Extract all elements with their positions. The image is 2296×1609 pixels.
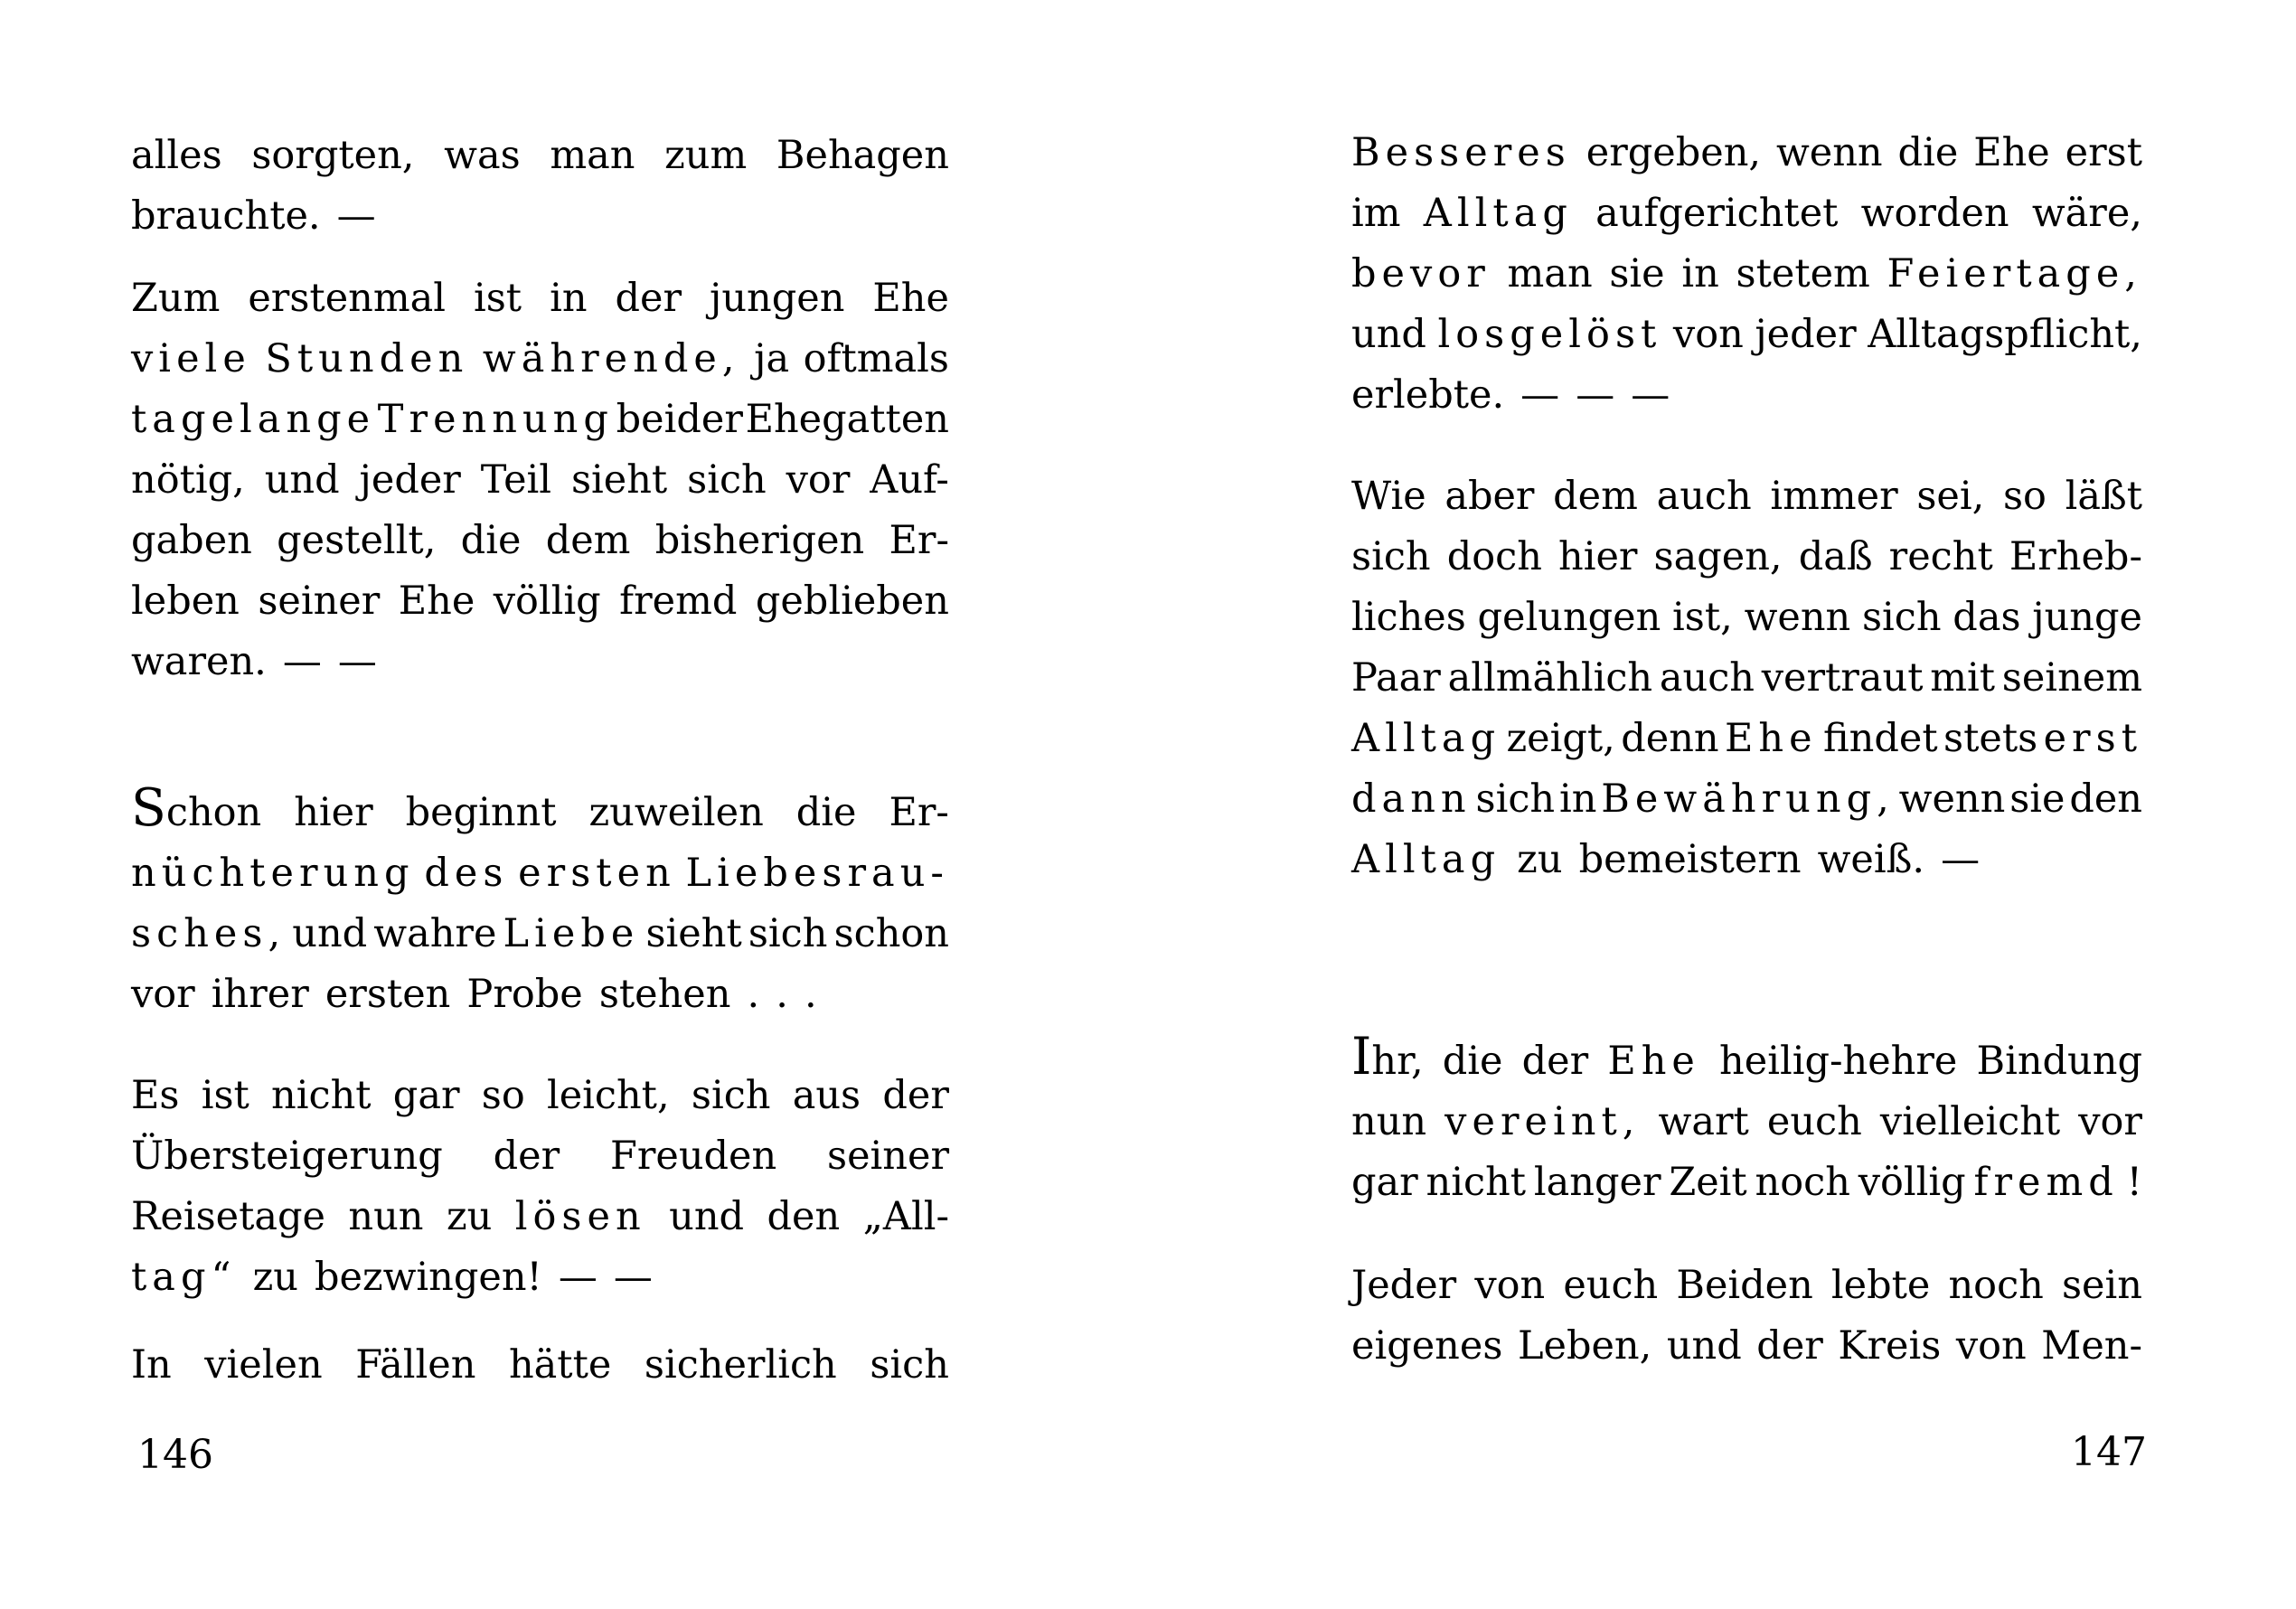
word: gar [1351, 1160, 1418, 1205]
word: auch [1659, 655, 1755, 701]
word: bezwingen! [314, 1255, 542, 1300]
word: zu [446, 1194, 493, 1239]
text-line [131, 1335, 949, 1396]
word: . [804, 972, 817, 1017]
paragraph [131, 1335, 949, 1396]
word: vor [786, 457, 851, 503]
word: Besseres [1351, 130, 1571, 175]
word: aber [1444, 474, 1535, 519]
word: erstenmal [248, 276, 446, 321]
word: gar [392, 1073, 460, 1118]
word: waren. [131, 639, 267, 684]
word: völlig [493, 579, 601, 624]
word: sie [2009, 776, 2065, 822]
word: von [1672, 312, 1744, 357]
word: Zeit [1669, 1160, 1747, 1205]
paragraph [131, 268, 949, 692]
word: jungen [710, 276, 845, 321]
word: der [1521, 1039, 1589, 1084]
word: — [1631, 372, 1670, 418]
word: noch [1755, 1160, 1850, 1205]
word: jeder [359, 457, 461, 503]
word: — [282, 639, 322, 684]
word: — [1576, 372, 1615, 418]
text-line [131, 1187, 949, 1247]
word: der [493, 1134, 560, 1179]
word: leben [131, 579, 240, 624]
word: die [1442, 1039, 1503, 1084]
text-line [1351, 769, 2142, 830]
text-line [131, 843, 949, 904]
word: nun [1351, 1099, 1427, 1144]
word: in [1681, 251, 1719, 296]
word: eigenes [1351, 1323, 1503, 1369]
word: beginnt [405, 790, 557, 835]
word: In [131, 1342, 172, 1388]
word: zu [1517, 837, 1563, 882]
text-line [131, 1066, 949, 1126]
word: der [1756, 1323, 1823, 1369]
word: Alltag [1351, 837, 1501, 882]
word: bevor [1351, 251, 1491, 296]
word: Bewährung, [1601, 776, 1895, 822]
text-line [1351, 466, 2142, 527]
page-number-left: 146 [137, 1432, 213, 1478]
word: losgelöst [1437, 312, 1662, 357]
word: — [558, 1255, 598, 1300]
word: Er- [889, 790, 949, 835]
word: lebte [1830, 1263, 1931, 1308]
word: doch [1446, 534, 1542, 579]
word: Beiden [1676, 1263, 1813, 1308]
word: mit [1930, 655, 1996, 701]
word: nötig, [131, 457, 245, 503]
text-line [131, 126, 949, 186]
word: Alltagspflicht, [1868, 312, 2142, 357]
word: Übersteigerung [131, 1134, 443, 1179]
word: die [460, 518, 522, 563]
paragraph [1351, 466, 2142, 890]
page-right-text-column [1351, 123, 2142, 1377]
word: die [795, 790, 857, 835]
page-left-text-column [131, 126, 949, 1396]
paragraph [1351, 1256, 2142, 1377]
initial-capital: S [131, 778, 166, 838]
word: Ihr, [1351, 1027, 1424, 1087]
word: Ehe [872, 276, 949, 321]
word: lösen [514, 1194, 646, 1239]
word: wart [1658, 1099, 1749, 1144]
word: recht [1888, 534, 1993, 579]
word: sein [2061, 1263, 2142, 1308]
text-line [1351, 709, 2142, 769]
word: Behagen [776, 133, 949, 178]
word: hier [294, 790, 373, 835]
word: sich [748, 911, 828, 956]
word: . [747, 972, 760, 1017]
word: nicht [271, 1073, 372, 1118]
word: man [1507, 251, 1593, 296]
word: Fällen [355, 1342, 476, 1388]
paragraph [1351, 1027, 2142, 1213]
word: läßt [2065, 474, 2142, 519]
word: und [292, 911, 368, 956]
word: auch [1656, 474, 1752, 519]
word: hier [1558, 534, 1638, 579]
word: ersten [325, 972, 451, 1017]
word: und [669, 1194, 745, 1239]
word: von [1474, 1263, 1546, 1308]
word: sie [1609, 251, 1665, 296]
word: geblieben [755, 579, 949, 624]
word: seiner [258, 579, 381, 624]
word: denn [1621, 716, 1719, 761]
word: der [615, 276, 682, 321]
word: so [481, 1073, 525, 1118]
word: heilig-hehre [1719, 1039, 1958, 1084]
text-line [131, 390, 949, 450]
word: alles [131, 133, 222, 178]
word: ist, [1672, 595, 1733, 640]
word: völlig [1858, 1160, 1966, 1205]
page-number-right: 147 [2071, 1429, 2147, 1475]
word: Freuden [609, 1134, 777, 1179]
word: oftmals [803, 336, 949, 381]
word: ergeben, [1586, 130, 1762, 175]
word: „All- [862, 1194, 949, 1239]
text-line [131, 904, 949, 964]
word: sagen, [1653, 534, 1783, 579]
word: Bindung [1976, 1039, 2142, 1084]
text-line [1351, 1092, 2142, 1153]
text-line [131, 632, 949, 692]
word: Kreis [1838, 1323, 1942, 1369]
word: zu [252, 1255, 298, 1300]
text-line [1351, 1153, 2142, 1213]
word: gelungen [1477, 595, 1661, 640]
word: der [882, 1073, 949, 1118]
word: fremd [619, 579, 738, 624]
word: Ehe [1725, 716, 1818, 761]
word: liches [1351, 595, 1466, 640]
text-line [1351, 1316, 2142, 1377]
word: — [613, 1255, 653, 1300]
initial-capital: I [1351, 1027, 1372, 1087]
text-line [131, 778, 949, 843]
text-line [1351, 1027, 2142, 1092]
text-line [1351, 830, 2142, 890]
word: wäre, [2031, 191, 2142, 236]
word: weiß. [1817, 837, 1925, 882]
word: sorgten, [251, 133, 415, 178]
word: Reisetage [131, 1194, 325, 1239]
word: worden [1860, 191, 2009, 236]
word: zum [664, 133, 748, 178]
paragraph [1351, 123, 2142, 426]
word: dem [545, 518, 631, 563]
word: — [1941, 837, 1981, 882]
word: sches, [131, 911, 287, 956]
text-line [131, 1126, 949, 1187]
word: vor [131, 972, 195, 1017]
word: euch [1766, 1099, 1862, 1144]
word: Liebesrau- [685, 851, 949, 896]
text-line [131, 1247, 949, 1308]
word: Ehe [1973, 130, 2050, 175]
text-line [1351, 305, 2142, 365]
word: Leben, [1517, 1323, 1652, 1369]
word: Probe [466, 972, 583, 1017]
word: sich [870, 1342, 949, 1388]
word: Trennung [377, 397, 614, 442]
word: Schon [131, 778, 262, 838]
word: Men- [2041, 1323, 2142, 1369]
text-line [131, 186, 949, 247]
word: in [1558, 776, 1597, 822]
word: brauchte. [131, 193, 321, 239]
word: . [776, 972, 788, 1017]
word: Zum [131, 276, 221, 321]
word: sich [687, 457, 767, 503]
text-line [131, 268, 949, 329]
word: man [550, 133, 635, 178]
word: euch [1563, 1263, 1659, 1308]
word: beider [616, 397, 743, 442]
word: vielen [204, 1342, 323, 1388]
word: erst [2043, 716, 2142, 761]
word: Ehe [398, 579, 475, 624]
word: zeigt, [1506, 716, 1615, 761]
word: im [1351, 191, 1401, 236]
word: Liebe [503, 911, 640, 956]
word: Auf- [870, 457, 949, 503]
paragraph [131, 126, 949, 247]
word: tagelange [131, 397, 376, 442]
word: gaben [131, 518, 252, 563]
word: noch [1948, 1263, 2044, 1308]
word: — [1520, 372, 1560, 418]
word: Stunden [265, 336, 469, 381]
word: nun [348, 1194, 424, 1239]
word: Es [131, 1073, 180, 1118]
word: aus [792, 1073, 861, 1118]
word: stetem [1736, 251, 1870, 296]
word: dem [1553, 474, 1638, 519]
word: wahre [373, 911, 497, 956]
text-line [1351, 588, 2142, 648]
word: Erheb- [2009, 534, 2142, 579]
word: — [336, 193, 376, 239]
text-line [1351, 244, 2142, 305]
word: und [264, 457, 340, 503]
text-line [1351, 1256, 2142, 1316]
word: sich [1861, 595, 1942, 640]
word: ist [473, 276, 522, 321]
word: ist [201, 1073, 249, 1118]
word: das [1953, 595, 2021, 640]
word: Ehe [1607, 1039, 1700, 1084]
word: jeder [1755, 312, 1857, 357]
word: zuweilen [588, 790, 764, 835]
paragraph [131, 778, 949, 1025]
word: vor [2078, 1099, 2142, 1144]
word: ! [2126, 1160, 2142, 1205]
word: nüchterung [131, 851, 415, 896]
word: — [337, 639, 377, 684]
word: findet [1823, 716, 1938, 761]
word: Paar [1351, 655, 1441, 701]
word: Ehegatten [745, 397, 949, 442]
word: immer [1770, 474, 1898, 519]
word: Alltag [1351, 716, 1501, 761]
word: die [1897, 130, 1959, 175]
word: sich [1475, 776, 1556, 822]
word: bisherigen [654, 518, 865, 563]
word: was [444, 133, 521, 178]
word: hätte [508, 1342, 612, 1388]
word: wenn [1898, 776, 2006, 822]
word: Wie [1351, 474, 1426, 519]
word: ersten [518, 851, 676, 896]
word: den [767, 1194, 841, 1239]
word: erst [2065, 130, 2142, 175]
word: vereint, [1444, 1099, 1641, 1144]
word: sieht [645, 911, 742, 956]
word: Feiertage, [1887, 251, 2142, 296]
text-line [131, 329, 949, 390]
paragraph [131, 1066, 949, 1308]
text-line [131, 450, 949, 511]
word: des [424, 851, 509, 896]
word: von [1955, 1323, 2027, 1369]
word: erlebte. [1351, 372, 1505, 418]
word: ja [754, 336, 790, 381]
word: währende, [482, 336, 740, 381]
word: stets [1943, 716, 2038, 761]
word: seiner [827, 1134, 949, 1179]
word: gestellt, [277, 518, 437, 563]
word: nicht [1426, 1160, 1527, 1205]
word: Alltag [1423, 191, 1573, 236]
word: sicherlich [644, 1342, 837, 1388]
word: vielleicht [1879, 1099, 2061, 1144]
text-line [1351, 527, 2142, 588]
word: Teil [480, 457, 552, 503]
word: wenn [1775, 130, 1883, 175]
text-line [131, 964, 949, 1025]
word: tag“ [131, 1255, 237, 1300]
word: wenn [1744, 595, 1851, 640]
word: in [550, 276, 588, 321]
word: seinem [2001, 655, 2142, 701]
word: schon [833, 911, 949, 956]
text-line [1351, 365, 2142, 426]
word: dann [1351, 776, 1472, 822]
word: daß [1798, 534, 1873, 579]
text-line [131, 511, 949, 571]
word: leicht, [546, 1073, 670, 1118]
word: aufgerichtet [1595, 191, 1839, 236]
word: so [2002, 474, 2047, 519]
word: Jeder [1351, 1263, 1457, 1308]
word: junge [2032, 595, 2142, 640]
word: sei, [1916, 474, 1985, 519]
word: vertraut [1761, 655, 1924, 701]
text-line [1351, 123, 2142, 183]
word: ihrer [211, 972, 309, 1017]
word: bemeistern [1578, 837, 1802, 882]
word: sieht [570, 457, 668, 503]
text-line [131, 571, 949, 632]
word: fremd [1973, 1160, 2119, 1205]
word: allmählich [1447, 655, 1653, 701]
word: langer [1533, 1160, 1661, 1205]
word: stehen [598, 972, 731, 1017]
word: sich [1351, 534, 1431, 579]
word: sich [691, 1073, 771, 1118]
text-line [1351, 183, 2142, 244]
word: viele [131, 336, 251, 381]
word: und [1351, 312, 1426, 357]
text-line [1351, 648, 2142, 709]
word: Er- [889, 518, 949, 563]
word: und [1666, 1323, 1742, 1369]
word: den [2069, 776, 2142, 822]
